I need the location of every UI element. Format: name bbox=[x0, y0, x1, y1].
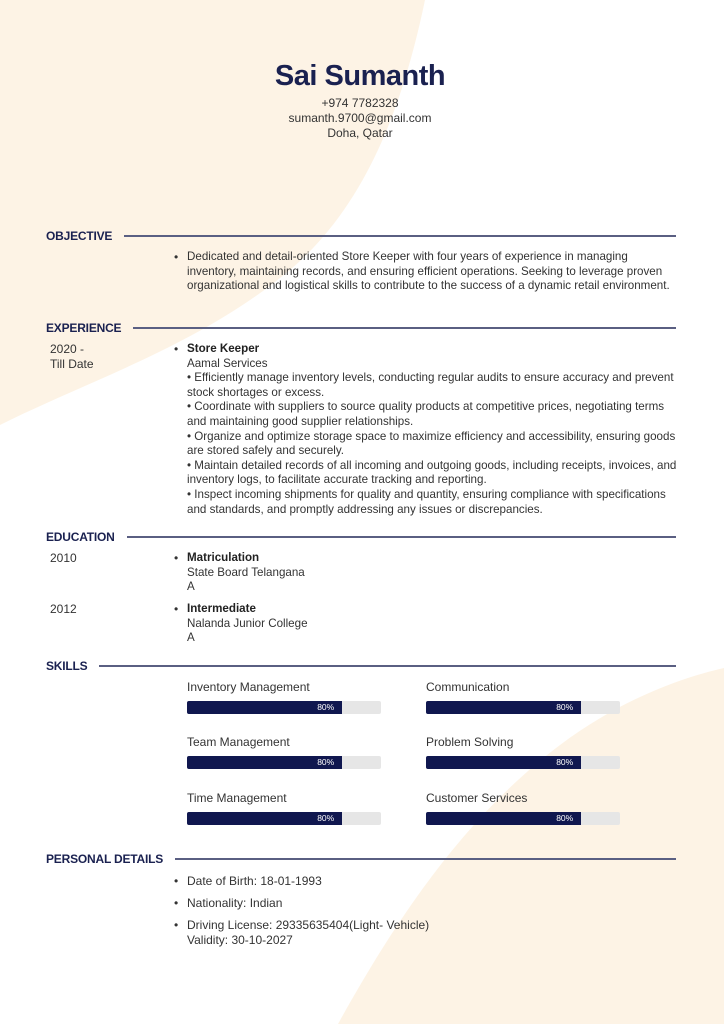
section-title-experience: EXPERIENCE bbox=[46, 321, 122, 335]
license-text: Driving License: 29335635404(Light- Vehicle) bbox=[187, 918, 430, 932]
personal-license bbox=[174, 918, 430, 948]
personal-nationality bbox=[174, 896, 283, 911]
job-duty: • Efficiently manage inventory levels, conducting regular audits to ensure accuracy and prevent stock shortages or excess. bbox=[187, 371, 674, 399]
license-validity: Validity: 30-10-2027 bbox=[187, 933, 293, 947]
skill-name: Problem Solving bbox=[426, 735, 514, 749]
bullet-icon: • bbox=[174, 551, 179, 565]
skill-name: Customer Services bbox=[426, 791, 528, 805]
job-duty: • Inspect incoming shipments for quality and quantity, ensuring compliance with specifications and standards, and promptly addressing any issues or discrepancies. bbox=[187, 487, 666, 516]
section-divider bbox=[133, 327, 676, 329]
degree-title: Intermediate bbox=[187, 602, 256, 615]
skill-item bbox=[426, 680, 621, 714]
skill-progress-bar bbox=[426, 812, 620, 825]
section-divider bbox=[124, 235, 676, 237]
section-divider bbox=[99, 665, 676, 667]
education-section-header bbox=[46, 529, 676, 545]
grade: A bbox=[187, 580, 195, 594]
experience-date-start: 2020 - bbox=[50, 342, 85, 356]
school-name: Nalanda Junior College bbox=[187, 616, 308, 630]
grade: A bbox=[187, 631, 195, 645]
education-entry bbox=[174, 602, 677, 646]
objective-text bbox=[174, 250, 677, 294]
skill-item bbox=[187, 791, 382, 825]
skill-progress-bar bbox=[187, 701, 381, 714]
dob-text: Date of Birth: 18-01-1993 bbox=[187, 874, 322, 888]
section-divider bbox=[175, 858, 676, 860]
job-title: Store Keeper bbox=[187, 342, 260, 355]
bullet-icon: • bbox=[174, 250, 179, 264]
skill-progress-bar bbox=[187, 812, 381, 825]
location: Doha, Qatar bbox=[327, 126, 393, 140]
skill-item bbox=[426, 791, 621, 825]
skill-item bbox=[187, 735, 382, 769]
skill-name: Time Management bbox=[187, 791, 287, 805]
skill-percent: 80% bbox=[556, 757, 574, 767]
bullet-icon: • bbox=[174, 918, 179, 932]
section-divider bbox=[127, 536, 676, 538]
objective-section-header bbox=[46, 228, 676, 244]
skill-item bbox=[187, 680, 382, 714]
school-name: State Board Telangana bbox=[187, 565, 305, 579]
skill-name: Communication bbox=[426, 680, 510, 694]
education-year: 2012 bbox=[50, 602, 77, 616]
job-duty: • Organize and optimize storage space to maximize efficiency and accessibility, ensuring goods are stored safely and securely. bbox=[187, 429, 676, 458]
skill-name: Team Management bbox=[187, 735, 290, 749]
personal-dob bbox=[174, 874, 322, 889]
phone-number: +974 7782328 bbox=[321, 96, 399, 110]
skill-progress-bar bbox=[187, 756, 381, 769]
bullet-icon: • bbox=[174, 602, 179, 616]
skill-percent: 80% bbox=[556, 813, 574, 823]
skill-percent: 80% bbox=[317, 813, 335, 823]
skill-percent: 80% bbox=[317, 702, 335, 712]
resume-header bbox=[0, 58, 720, 141]
skill-percent: 80% bbox=[556, 702, 574, 712]
degree-title: Matriculation bbox=[187, 551, 260, 564]
email-address: sumanth.9700@gmail.com bbox=[288, 111, 432, 125]
section-title-education: EDUCATION bbox=[46, 530, 115, 544]
bullet-icon: • bbox=[174, 874, 179, 888]
education-year: 2010 bbox=[50, 551, 77, 565]
job-duty: • Coordinate with suppliers to source quality products at competitive prices, negotiating terms and maintaining good supplier relationships. bbox=[187, 400, 665, 428]
experience-entry bbox=[174, 342, 677, 517]
job-duty: • Maintain detailed records of all incoming and outgoing goods, including receipts, invoices, and inventory logs, to facilitate accurate tracking and reporting. bbox=[187, 458, 677, 487]
personal-section-header bbox=[46, 851, 676, 867]
experience-date-end: Till Date bbox=[50, 357, 94, 371]
company-name: Aamal Services bbox=[187, 356, 268, 370]
experience-section-header bbox=[46, 320, 676, 336]
education-entry bbox=[174, 551, 677, 595]
skills-section-header bbox=[46, 658, 676, 674]
candidate-name: Sai Sumanth bbox=[274, 60, 446, 92]
bullet-icon: • bbox=[174, 896, 179, 910]
section-title-personal: PERSONAL DETAILS bbox=[46, 852, 164, 866]
section-title-objective: OBJECTIVE bbox=[46, 229, 113, 243]
skill-percent: 80% bbox=[317, 757, 335, 767]
skill-item bbox=[426, 735, 621, 769]
objective-paragraph: Dedicated and detail-oriented Store Keeper with four years of experience in managing inventory, maintaining records, and ensuring efficient operations. Seeking to leverage proven organizational and logistical skills to contribute to the success of a dynamic retail environment. bbox=[187, 250, 670, 293]
skill-name: Inventory Management bbox=[187, 680, 310, 694]
section-title-skills: SKILLS bbox=[46, 659, 88, 673]
experience-date bbox=[50, 342, 94, 372]
skill-progress-bar bbox=[426, 756, 620, 769]
bullet-icon: • bbox=[174, 342, 179, 356]
nationality-text: Nationality: Indian bbox=[187, 896, 283, 910]
skill-progress-bar bbox=[426, 701, 620, 714]
